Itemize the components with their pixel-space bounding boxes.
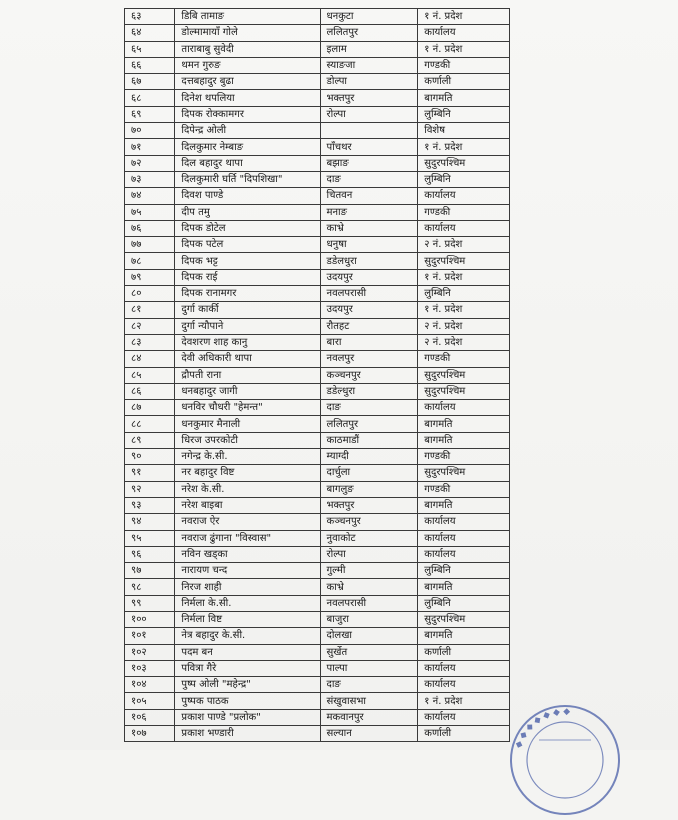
serial-number-cell: ६९: [125, 106, 175, 122]
province-cell: कार्यालय: [418, 188, 510, 204]
province-cell: लुम्बिनि: [418, 595, 510, 611]
table-row: [125, 660, 510, 676]
table-row: [125, 644, 510, 660]
district-cell: नवलपरासी: [320, 286, 418, 302]
table-row: [125, 253, 510, 269]
district-cell: दाङ: [320, 400, 418, 416]
member-name-cell: नर बहादुर विष्ट: [175, 465, 320, 481]
member-name-cell: दिपेन्द्र ओली: [175, 123, 320, 139]
province-cell: बागमति: [418, 432, 510, 448]
serial-number-cell: १०४: [125, 677, 175, 693]
table-row: [125, 693, 510, 709]
province-cell: विशेष: [418, 123, 510, 139]
province-cell: कार्यालय: [418, 514, 510, 530]
table-row: [125, 74, 510, 90]
table-row: [125, 465, 510, 481]
district-cell: इलाम: [320, 41, 418, 57]
member-name-cell: नगेन्द्र के.सी.: [175, 449, 320, 465]
district-cell: धनुषा: [320, 237, 418, 253]
member-name-cell: दिपक डोटेल: [175, 220, 320, 236]
district-cell: उदयपुर: [320, 269, 418, 285]
serial-number-cell: ९१: [125, 465, 175, 481]
province-cell: गण्डकी: [418, 57, 510, 73]
province-cell: १ नं. प्रदेश: [418, 693, 510, 709]
serial-number-cell: १०६: [125, 709, 175, 725]
serial-number-cell: ६८: [125, 90, 175, 106]
serial-number-cell: ६५: [125, 41, 175, 57]
member-name-cell: थमन गुरुङ: [175, 57, 320, 73]
table-row: [125, 269, 510, 285]
serial-number-cell: १००: [125, 611, 175, 627]
member-name-cell: प्रकाश पाण्डे "प्रलोक": [175, 709, 320, 725]
district-cell: काभ्रे: [320, 579, 418, 595]
table-row: [125, 579, 510, 595]
district-cell: मनाङ: [320, 204, 418, 220]
province-cell: २ नं. प्रदेश: [418, 318, 510, 334]
province-cell: गण्डकी: [418, 351, 510, 367]
member-name-cell: दिपक रानामगर: [175, 286, 320, 302]
member-name-cell: द्रौपती राना: [175, 367, 320, 383]
serial-number-cell: ६४: [125, 25, 175, 41]
member-name-cell: दिलकुमार नेम्बाङ: [175, 139, 320, 155]
member-name-cell: नारायण चन्द: [175, 563, 320, 579]
table-row: [125, 432, 510, 448]
member-name-cell: निर्मला विष्ट: [175, 611, 320, 627]
member-name-cell: धनकुमार मैनाली: [175, 416, 320, 432]
member-name-cell: पुष्पक पाठक: [175, 693, 320, 709]
table-row: [125, 139, 510, 155]
province-cell: सुदुरपश्चिम: [418, 611, 510, 627]
province-cell: सुदुरपश्चिम: [418, 155, 510, 171]
member-name-cell: पवित्रा गैरे: [175, 660, 320, 676]
member-name-cell: धनबहादुर जागी: [175, 383, 320, 399]
serial-number-cell: १०२: [125, 644, 175, 660]
serial-number-cell: ९९: [125, 595, 175, 611]
table-row: [125, 400, 510, 416]
table-row: [125, 41, 510, 57]
serial-number-cell: ९३: [125, 497, 175, 513]
district-cell: मकवानपुर: [320, 709, 418, 725]
office-seal-stamp: [505, 700, 625, 820]
member-name-cell: दत्तबहादुर बुढा: [175, 74, 320, 90]
serial-number-cell: ७७: [125, 237, 175, 253]
district-cell: दोलखा: [320, 628, 418, 644]
district-cell: सुर्खेत: [320, 644, 418, 660]
member-name-cell: दुर्गा कार्की: [175, 302, 320, 318]
table-row: [125, 302, 510, 318]
table-row: [125, 611, 510, 627]
table-row: [125, 677, 510, 693]
table-row: [125, 334, 510, 350]
province-cell: कार्यालय: [418, 530, 510, 546]
serial-number-cell: १०७: [125, 726, 175, 742]
serial-number-cell: ६६: [125, 57, 175, 73]
member-name-cell: पुष्प ओली "महेन्द्र": [175, 677, 320, 693]
table-row: [125, 106, 510, 122]
province-cell: २ नं. प्रदेश: [418, 334, 510, 350]
member-name-cell: दिपक राई: [175, 269, 320, 285]
member-name-cell: देवशरण शाह कानु: [175, 334, 320, 350]
table-row: [125, 449, 510, 465]
district-cell: पाँचथर: [320, 139, 418, 155]
table-row: [125, 90, 510, 106]
member-name-cell: दुर्गा न्यौपाने: [175, 318, 320, 334]
serial-number-cell: ८९: [125, 432, 175, 448]
district-cell: [320, 123, 418, 139]
province-cell: १ नं. प्रदेश: [418, 302, 510, 318]
serial-number-cell: ७३: [125, 171, 175, 187]
svg-text:◆ ◆ ◆ ◆ ◆ ◆ ◆: ◆ ◆ ◆ ◆ ◆ ◆ ◆: [513, 706, 571, 750]
table-row: [125, 220, 510, 236]
province-cell: कार्यालय: [418, 25, 510, 41]
district-cell: संखुवासभा: [320, 693, 418, 709]
serial-number-cell: ८३: [125, 334, 175, 350]
table-row: [125, 155, 510, 171]
district-cell: बझाङ: [320, 155, 418, 171]
member-name-cell: नवराज ऐर: [175, 514, 320, 530]
table-row: [125, 123, 510, 139]
serial-number-cell: ९४: [125, 514, 175, 530]
province-cell: कर्णाली: [418, 644, 510, 660]
serial-number-cell: १०३: [125, 660, 175, 676]
table-row: [125, 237, 510, 253]
province-cell: सुदुरपश्चिम: [418, 253, 510, 269]
district-cell: नवलपरासी: [320, 595, 418, 611]
member-name-cell: धनविर चौधरी "हेमन्त": [175, 400, 320, 416]
province-cell: कार्यालय: [418, 677, 510, 693]
province-cell: बागमति: [418, 579, 510, 595]
district-cell: नवलपुर: [320, 351, 418, 367]
table-row: [125, 351, 510, 367]
serial-number-cell: ९२: [125, 481, 175, 497]
serial-number-cell: ६७: [125, 74, 175, 90]
table-row: [125, 497, 510, 513]
serial-number-cell: ८५: [125, 367, 175, 383]
serial-number-cell: ८७: [125, 400, 175, 416]
province-cell: सुदुरपश्चिम: [418, 383, 510, 399]
member-name-cell: दिवश पाण्डे: [175, 188, 320, 204]
serial-number-cell: ७८: [125, 253, 175, 269]
province-cell: कार्यालय: [418, 400, 510, 416]
serial-number-cell: ७०: [125, 123, 175, 139]
serial-number-cell: ८४: [125, 351, 175, 367]
district-cell: बारा: [320, 334, 418, 350]
province-cell: सुदुरपश्चिम: [418, 465, 510, 481]
district-cell: ललितपुर: [320, 416, 418, 432]
member-name-cell: नविन खड्का: [175, 546, 320, 562]
table-row: [125, 709, 510, 725]
table-row: [125, 318, 510, 334]
table-row: [125, 563, 510, 579]
table-row: [125, 204, 510, 220]
member-name-cell: डोल्मामायाँ गोले: [175, 25, 320, 41]
province-cell: बागमति: [418, 628, 510, 644]
province-cell: १ नं. प्रदेश: [418, 139, 510, 155]
serial-number-cell: ७४: [125, 188, 175, 204]
province-cell: लुम्बिनि: [418, 106, 510, 122]
district-cell: काभ्रे: [320, 220, 418, 236]
table-row: [125, 481, 510, 497]
member-name-cell: डिबि तामाङ: [175, 9, 320, 25]
member-name-cell: दिपक रोक्कामगर: [175, 106, 320, 122]
table-row: [125, 595, 510, 611]
province-cell: बागमति: [418, 416, 510, 432]
district-cell: भक्तपुर: [320, 90, 418, 106]
member-name-cell: नवराज ढुंगाना "विस्वास": [175, 530, 320, 546]
serial-number-cell: ९७: [125, 563, 175, 579]
district-cell: भक्तपुर: [320, 497, 418, 513]
district-cell: डडेल्धुरा: [320, 383, 418, 399]
serial-number-cell: १०५: [125, 693, 175, 709]
serial-number-cell: ७५: [125, 204, 175, 220]
table-row: [125, 726, 510, 742]
serial-number-cell: ७६: [125, 220, 175, 236]
district-cell: बाजुरा: [320, 611, 418, 627]
province-cell: गण्डकी: [418, 449, 510, 465]
province-cell: बागमति: [418, 90, 510, 106]
province-cell: गण्डकी: [418, 481, 510, 497]
province-cell: बागमति: [418, 497, 510, 513]
province-cell: कार्यालय: [418, 709, 510, 725]
member-name-cell: दिपक भट्ट: [175, 253, 320, 269]
province-cell: गण्डकी: [418, 204, 510, 220]
serial-number-cell: ७२: [125, 155, 175, 171]
district-cell: धनकुटा: [320, 9, 418, 25]
table-row: [125, 57, 510, 73]
district-cell: काठमाडौं: [320, 432, 418, 448]
district-cell: चितवन: [320, 188, 418, 204]
province-cell: कार्यालय: [418, 660, 510, 676]
serial-number-cell: ८६: [125, 383, 175, 399]
member-name-cell: देवी अधिकारी थापा: [175, 351, 320, 367]
member-name-cell: निर्मला के.सी.: [175, 595, 320, 611]
table-row: [125, 188, 510, 204]
table-row: [125, 9, 510, 25]
serial-number-cell: ८०: [125, 286, 175, 302]
province-cell: २ नं. प्रदेश: [418, 237, 510, 253]
district-cell: गुल्मी: [320, 563, 418, 579]
table-row: [125, 383, 510, 399]
province-cell: सुदुरपश्चिम: [418, 367, 510, 383]
district-cell: बागलुङ: [320, 481, 418, 497]
member-name-cell: ताराबाबु सुवेदी: [175, 41, 320, 57]
member-name-cell: दिलकुमारी घर्ति "दिपशिखा": [175, 171, 320, 187]
province-cell: लुम्बिनि: [418, 563, 510, 579]
table-row: [125, 286, 510, 302]
province-cell: लुम्बिनि: [418, 286, 510, 302]
province-cell: १ नं. प्रदेश: [418, 41, 510, 57]
district-cell: दाङ: [320, 677, 418, 693]
member-name-cell: नरेश बाइबा: [175, 497, 320, 513]
district-cell: पाल्पा: [320, 660, 418, 676]
serial-number-cell: ८१: [125, 302, 175, 318]
member-name-cell: दीप तमु: [175, 204, 320, 220]
district-cell: रोल्पा: [320, 106, 418, 122]
member-name-cell: नेत्र बहादुर के.सी.: [175, 628, 320, 644]
table-row: [125, 416, 510, 432]
table-row: [125, 367, 510, 383]
province-cell: कार्यालय: [418, 546, 510, 562]
district-cell: कञ्चनपुर: [320, 367, 418, 383]
province-cell: लुम्बिनि: [418, 171, 510, 187]
district-cell: रौतहट: [320, 318, 418, 334]
table-row: [125, 546, 510, 562]
serial-number-cell: ९६: [125, 546, 175, 562]
member-name-cell: प्रकाश भण्डारी: [175, 726, 320, 742]
district-cell: म्याग्दी: [320, 449, 418, 465]
district-cell: उदयपुर: [320, 302, 418, 318]
district-cell: डडेलधुरा: [320, 253, 418, 269]
district-cell: डोल्पा: [320, 74, 418, 90]
serial-number-cell: १०१: [125, 628, 175, 644]
member-name-cell: निरज शाही: [175, 579, 320, 595]
table-row: [125, 628, 510, 644]
district-cell: सल्यान: [320, 726, 418, 742]
member-name-cell: पदम बन: [175, 644, 320, 660]
serial-number-cell: ६३: [125, 9, 175, 25]
member-name-cell: धिरज उपरकोटी: [175, 432, 320, 448]
district-cell: दाङ: [320, 171, 418, 187]
province-cell: १ नं. प्रदेश: [418, 269, 510, 285]
member-name-cell: दिनेश थपलिया: [175, 90, 320, 106]
serial-number-cell: ९०: [125, 449, 175, 465]
member-roster-table: [124, 8, 510, 742]
member-name-cell: दिपक पटेल: [175, 237, 320, 253]
province-cell: १ नं. प्रदेश: [418, 9, 510, 25]
member-name-cell: दिल बहादुर थापा: [175, 155, 320, 171]
serial-number-cell: ८२: [125, 318, 175, 334]
table-row: [125, 530, 510, 546]
member-name-cell: नरेश के.सी.: [175, 481, 320, 497]
serial-number-cell: ९५: [125, 530, 175, 546]
district-cell: रोल्पा: [320, 546, 418, 562]
district-cell: स्याङजा: [320, 57, 418, 73]
serial-number-cell: ७९: [125, 269, 175, 285]
district-cell: नुवाकोट: [320, 530, 418, 546]
province-cell: कार्यालय: [418, 220, 510, 236]
district-cell: दार्चुला: [320, 465, 418, 481]
district-cell: कञ्चनपुर: [320, 514, 418, 530]
table-row: [125, 171, 510, 187]
table-row: [125, 514, 510, 530]
serial-number-cell: ८८: [125, 416, 175, 432]
table-row: [125, 25, 510, 41]
roster-body: [125, 9, 510, 742]
serial-number-cell: ७१: [125, 139, 175, 155]
district-cell: ललितपुर: [320, 25, 418, 41]
serial-number-cell: ९८: [125, 579, 175, 595]
province-cell: कर्णाली: [418, 726, 510, 742]
province-cell: कर्णाली: [418, 74, 510, 90]
